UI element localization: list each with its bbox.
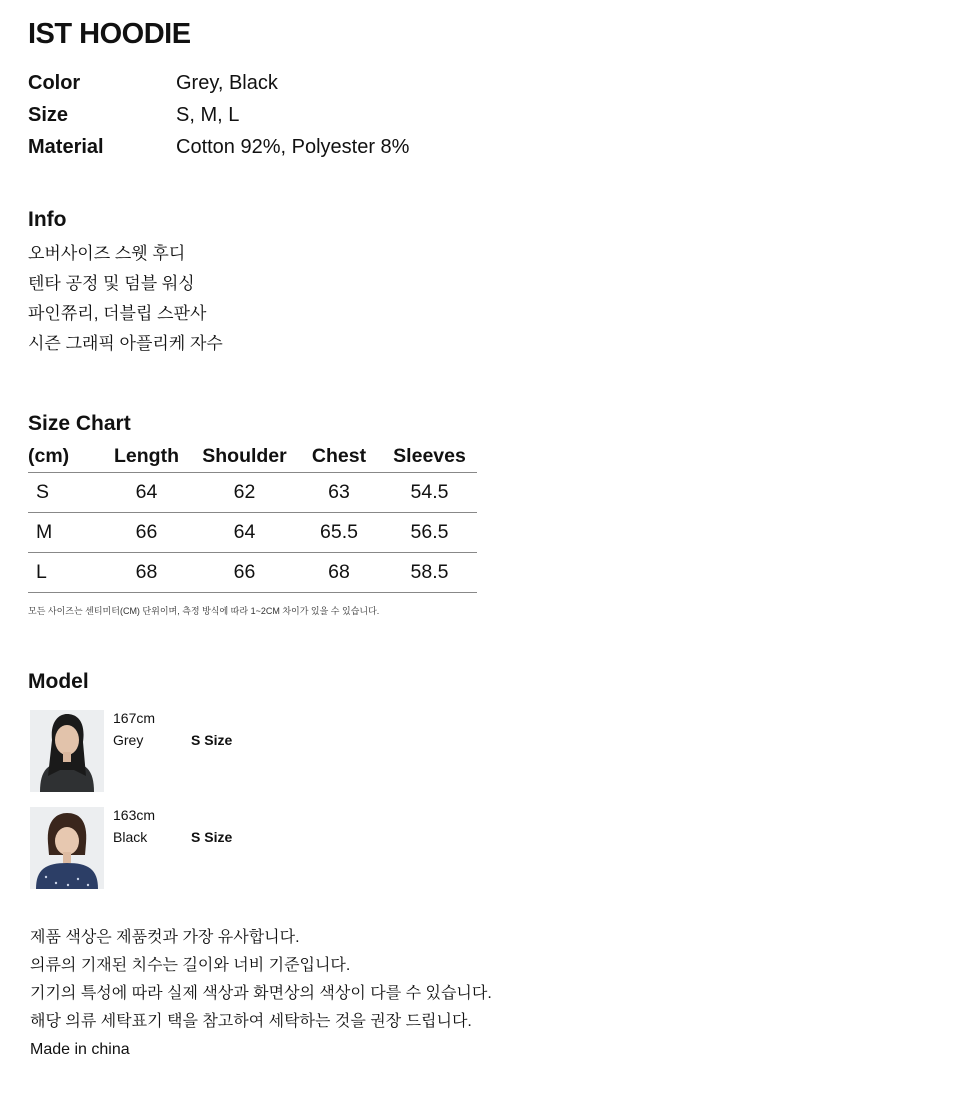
value-cell: 63 bbox=[296, 472, 382, 512]
origin-line: Made in china bbox=[30, 1041, 130, 1058]
spec-row-material bbox=[28, 133, 528, 161]
note-line: 제품 색상은 제품컷과 가장 유사합니다. bbox=[30, 929, 300, 946]
value-cell: 64 bbox=[100, 472, 193, 512]
size-cell: L bbox=[28, 552, 100, 592]
size-table-header-row bbox=[28, 442, 477, 472]
value-cell: 65.5 bbox=[296, 512, 382, 552]
note-line: 의류의 기재된 치수는 길이와 너비 기준입니다. bbox=[30, 957, 351, 974]
spec-row-size bbox=[28, 101, 528, 129]
table-row bbox=[28, 552, 477, 592]
product-title: IST HOODIE bbox=[28, 18, 191, 50]
info-heading: Info bbox=[28, 208, 67, 231]
model-photo bbox=[30, 807, 104, 889]
model-color: Grey bbox=[113, 732, 144, 748]
spec-value: Grey, Black bbox=[176, 72, 278, 94]
info-line: 시즌 그래픽 아플리케 자수 bbox=[28, 334, 223, 353]
model-height: 163cm bbox=[113, 807, 156, 823]
value-cell: 68 bbox=[296, 552, 382, 592]
value-cell: 58.5 bbox=[382, 552, 477, 592]
spec-value: Cotton 92%, Polyester 8% bbox=[176, 136, 410, 158]
value-cell: 62 bbox=[193, 472, 296, 512]
info-line: 오버사이즈 스웻 후디 bbox=[28, 244, 186, 263]
note-line: 기기의 특성에 따라 실제 색상과 화면상의 색상이 다를 수 있습니다. bbox=[30, 985, 492, 1002]
spec-label: Size bbox=[28, 104, 69, 126]
size-table bbox=[28, 442, 477, 593]
size-cell: S bbox=[28, 472, 100, 512]
model-card bbox=[30, 710, 330, 794]
size-chart-heading: Size Chart bbox=[28, 412, 131, 435]
header-unit: (cm) bbox=[28, 442, 100, 472]
header-length: Length bbox=[100, 442, 193, 472]
spec-label: Color bbox=[28, 72, 81, 94]
header-shoulder: Shoulder bbox=[193, 442, 296, 472]
header-chest: Chest bbox=[296, 442, 382, 472]
header-sleeves: Sleeves bbox=[382, 442, 477, 472]
value-cell: 66 bbox=[193, 552, 296, 592]
note-line: 해당 의류 세탁표기 택을 참고하여 세탁하는 것을 권장 드립니다. bbox=[30, 1013, 472, 1030]
value-cell: 54.5 bbox=[382, 472, 477, 512]
model-heading: Model bbox=[28, 670, 89, 693]
model-photo bbox=[30, 710, 104, 792]
model-size: S Size bbox=[191, 829, 233, 845]
model-color: Black bbox=[113, 829, 148, 845]
spec-row-color bbox=[28, 69, 528, 97]
table-row bbox=[28, 472, 477, 512]
value-cell: 68 bbox=[100, 552, 193, 592]
model-size: S Size bbox=[191, 732, 233, 748]
model-card bbox=[30, 807, 330, 891]
model-height: 167cm bbox=[113, 710, 156, 726]
size-cell: M bbox=[28, 512, 100, 552]
info-line: 텐타 공정 및 덤블 워싱 bbox=[28, 274, 195, 293]
info-line: 파인쮸리, 더블립 스판사 bbox=[28, 304, 207, 323]
value-cell: 56.5 bbox=[382, 512, 477, 552]
value-cell: 66 bbox=[100, 512, 193, 552]
spec-value: S, M, L bbox=[176, 104, 240, 126]
size-footnote: 모든 사이즈는 센티미터(CM) 단위이며, 측정 방식에 따라 1~2CM 차이가 있을 수 있습니다. bbox=[28, 606, 380, 616]
value-cell: 64 bbox=[193, 512, 296, 552]
table-row bbox=[28, 512, 477, 552]
spec-label: Material bbox=[28, 136, 104, 158]
